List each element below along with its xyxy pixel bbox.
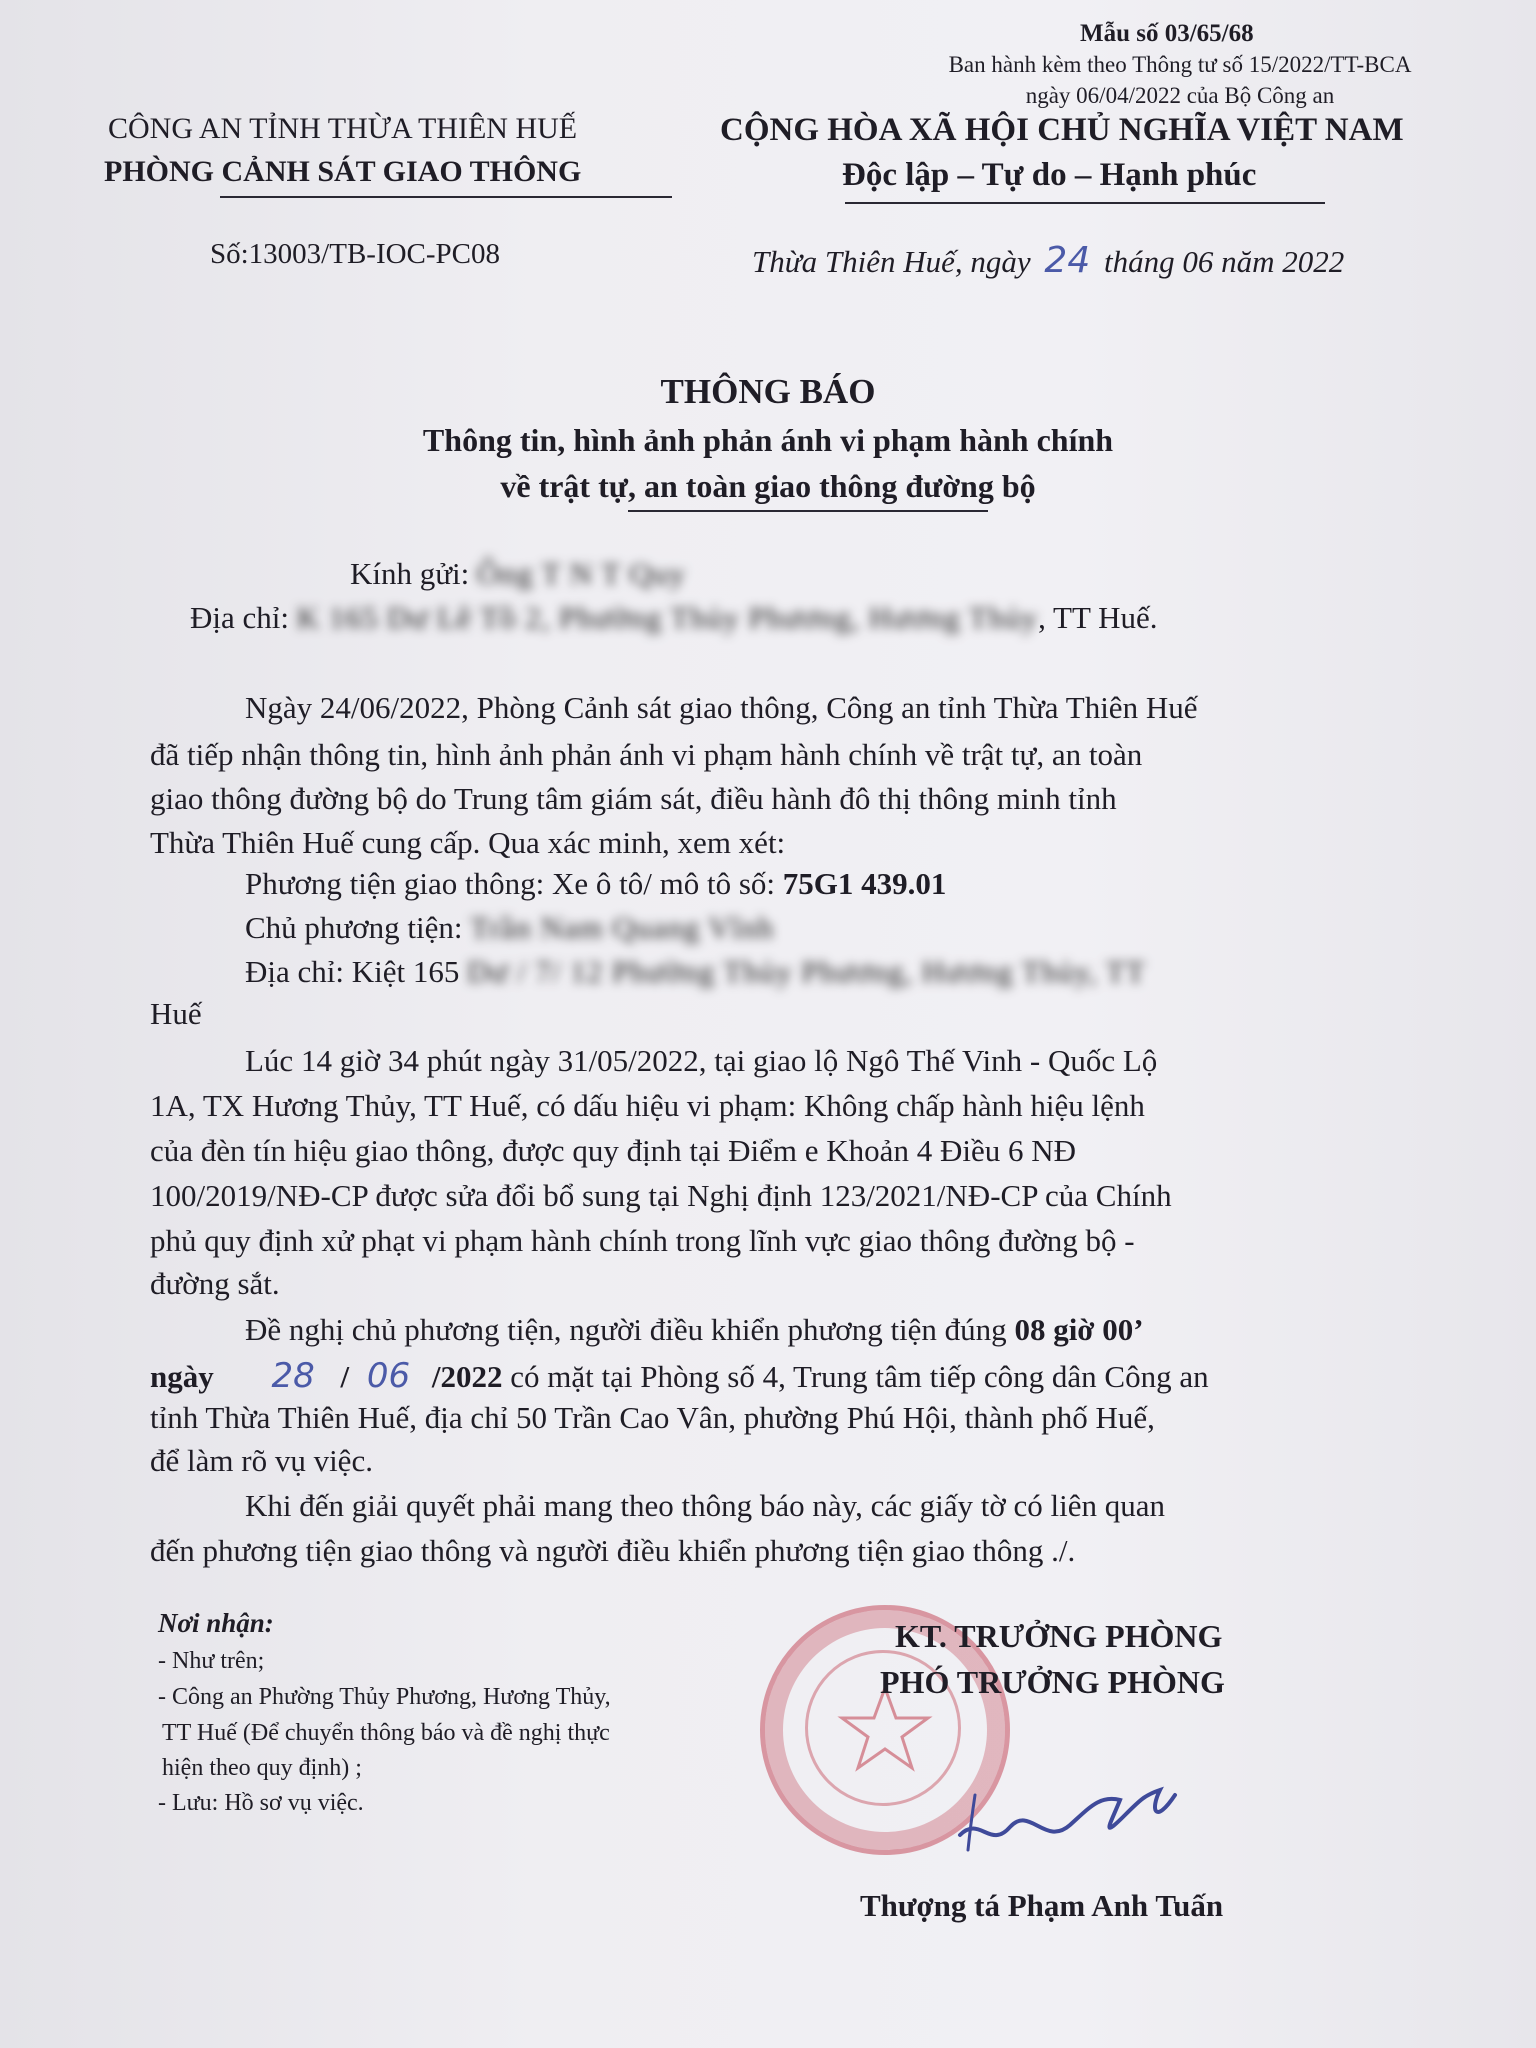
- owner-address-redacted: Dư / 7/ 12 Phường Thủy Phương, Hương Thủy, TT: [467, 954, 1146, 989]
- signature-title-1: KT. TRƯỞNG PHÒNG: [895, 1618, 1223, 1654]
- owner-address-end: Huế: [150, 996, 202, 1031]
- recipient-item-2-line-1: - Công an Phường Thủy Phương, Hương Thủy,: [158, 1684, 611, 1710]
- motto-underline: [845, 202, 1325, 204]
- recipient-item-2-line-3: hiện theo quy định) ;: [162, 1755, 362, 1781]
- paragraph-2-line-1: Lúc 14 giờ 34 phút ngày 31/05/2022, tại giao lộ Ngô Thế Vinh - Quốc Lộ: [245, 1043, 1158, 1078]
- recipients-title: Nơi nhận:: [158, 1608, 274, 1638]
- state-motto: Độc lập – Tự do – Hạnh phúc: [842, 157, 1257, 193]
- title-underline: [628, 510, 988, 512]
- paragraph-1-line-1: Ngày 24/06/2022, Phòng Cảnh sát giao thông, Công an tỉnh Thừa Thiên Huế: [245, 690, 1198, 725]
- owner-address-label: Địa chỉ: Kiệt 165: [245, 954, 468, 989]
- appointment-day-handwritten: 28: [271, 1356, 315, 1396]
- paragraph-3-line-2: [150, 1356, 1209, 1396]
- recipient-item-2-line-2: TT Huế (Để chuyển thông báo và đề nghị thực: [162, 1720, 610, 1746]
- owner-name-redacted: Trần Nam Quang Vĩnh: [470, 910, 775, 945]
- appointment-slash: /: [340, 1359, 350, 1394]
- paragraph-4-line-2: đến phương tiện giao thông và người điều khiển phương tiện giao thông ./.: [150, 1533, 1076, 1568]
- paragraph-2-line-4: 100/2019/NĐ-CP được sửa đổi bổ sung tại Nghị định 123/2021/NĐ-CP của Chính: [150, 1178, 1172, 1213]
- date-prefix: Thừa Thiên Huế, ngày: [752, 244, 1031, 279]
- paragraph-2-line-3: của đèn tín hiệu giao thông, được quy định tại Điểm e Khoản 4 Điều 6 NĐ: [150, 1133, 1076, 1168]
- paragraph-2-line-6: đường sắt.: [150, 1266, 280, 1301]
- vehicle-plate: 75G1 439.01: [782, 866, 947, 901]
- recipient-line: [350, 556, 686, 592]
- appointment-year: /2022: [431, 1359, 503, 1394]
- paragraph-4-line-1: Khi đến giải quyết phải mang theo thông báo này, các giấy tờ có liên quan: [245, 1488, 1166, 1523]
- paragraph-3-line-1: [245, 1312, 1144, 1348]
- form-number: Mẫu số 03/65/68: [1080, 20, 1254, 47]
- document-number: Số:13003/TB-IOC-PC08: [210, 238, 501, 270]
- recipient-address-end: , TT Huế.: [1038, 600, 1158, 635]
- date-suffix: tháng 06 năm 2022: [1103, 244, 1345, 279]
- recipient-name-redacted: Ông T N T Quy: [477, 556, 686, 591]
- recipient-label: Kính gửi:: [350, 556, 470, 591]
- paragraph-3-line-3: tỉnh Thừa Thiên Huế, địa chỉ 50 Trần Cao Vân, phường Phú Hội, thành phố Huế,: [150, 1400, 1155, 1435]
- vehicle-label: Phương tiện giao thông: Xe ô tô/ mô tô số:: [245, 866, 783, 901]
- appointment-month-handwritten: 06: [366, 1356, 411, 1396]
- paragraph-2-line-5: phủ quy định xử phạt vi phạm hành chính trong lĩnh vực giao thông đường bộ -: [150, 1223, 1135, 1258]
- notice-subtitle-1: Thông tin, hình ảnh phản ánh vi phạm hành chính: [422, 422, 1114, 458]
- signer-name: Thượng tá Phạm Anh Tuấn: [860, 1888, 1224, 1923]
- recipient-address-redacted: K 165 Dư Lê Tồ 2, Phường Thủy Phương, Hương Thủy: [296, 600, 1039, 635]
- recipient-item-1: - Như trên;: [158, 1648, 265, 1674]
- recipient-address-label: Địa chỉ:: [190, 600, 289, 635]
- paragraph-2-line-2: 1A, TX Hương Thủy, TT Huế, có dấu hiệu vi phạm: Không chấp hành hiệu lệnh: [150, 1088, 1145, 1123]
- paragraph-1-line-2: đã tiếp nhận thông tin, hình ảnh phản ánh vi phạm hành chính về trật tự, an toàn: [150, 737, 1143, 772]
- appointment-ngay: ngày: [150, 1359, 214, 1394]
- signature-title-2: PHÓ TRƯỞNG PHÒNG: [880, 1664, 1225, 1700]
- paragraph-3-line-2-rest: có mặt tại Phòng số 4, Trung tâm tiếp công dân Công an: [502, 1359, 1209, 1394]
- org-name-line-1: CÔNG AN TỈNH THỪA THIÊN HUẾ: [108, 112, 578, 145]
- document-date: [752, 240, 1344, 281]
- paragraph-1-line-3: giao thông đường bộ do Trung tâm giám sát, điều hành đô thị thông minh tỉnh: [150, 781, 1117, 816]
- paragraph-3-text: Đề nghị chủ phương tiện, người điều khiển phương tiện đúng: [245, 1312, 1015, 1347]
- state-name: CỘNG HÒA XÃ HỘI CHỦ NGHĨA VIỆT NAM: [720, 112, 1404, 148]
- owner-address-line: [245, 954, 1146, 990]
- form-note-line-2: ngày 06/04/2022 của Bộ Công an: [1025, 83, 1335, 108]
- signature-mark: [950, 1755, 1190, 1865]
- paragraph-3-line-4: để làm rõ vụ việc.: [150, 1443, 373, 1478]
- org-underline: [220, 196, 672, 198]
- owner-line: [245, 910, 774, 946]
- appointment-time: 08 giờ 00’: [1014, 1312, 1144, 1347]
- vehicle-line: [245, 866, 946, 902]
- notice-title: THÔNG BÁO: [660, 372, 876, 411]
- owner-label: Chủ phương tiện:: [245, 910, 471, 945]
- recipient-address-line: [190, 600, 1158, 636]
- form-note-line-1: Ban hành kèm theo Thông tư số 15/2022/TT-BCA: [948, 52, 1412, 77]
- date-day-handwritten: 24: [1044, 240, 1091, 281]
- org-name-line-2: PHÒNG CẢNH SÁT GIAO THÔNG: [104, 155, 582, 188]
- recipient-item-3: - Lưu: Hồ sơ vụ việc.: [158, 1790, 364, 1816]
- paragraph-1-line-4: Thừa Thiên Huế cung cấp. Qua xác minh, xem xét:: [150, 825, 786, 860]
- notice-subtitle-2: về trật tự, an toàn giao thông đường bộ: [500, 468, 1036, 504]
